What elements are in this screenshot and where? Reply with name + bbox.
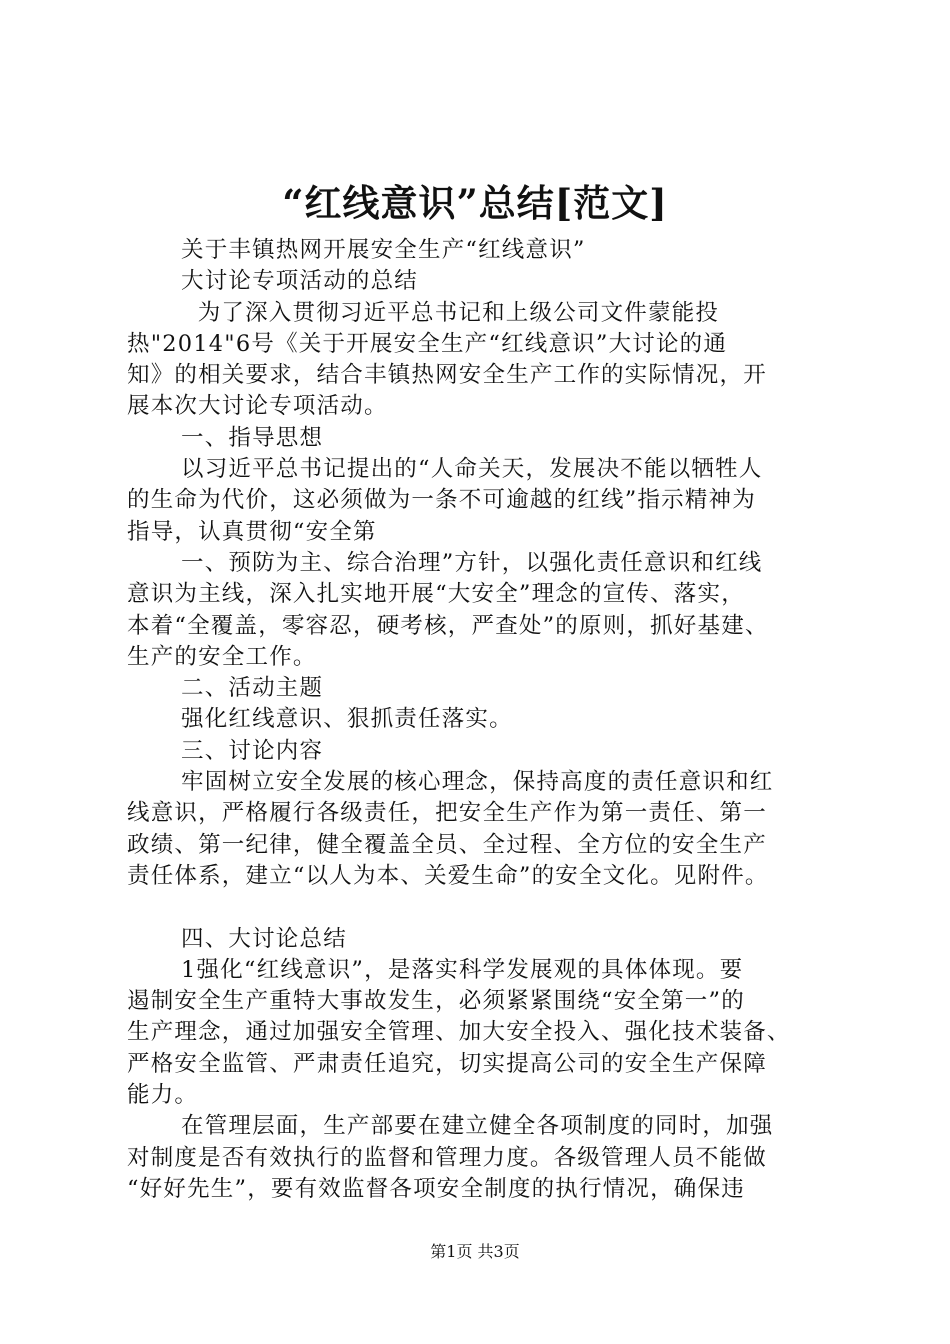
text-line: 的生命为代价，这必须做为一条不可逾越的红线”指示精神为 bbox=[127, 487, 756, 514]
text-line: 一、指导思想 bbox=[181, 424, 324, 451]
page-title: “红线意识”总结[范文] bbox=[282, 181, 668, 225]
text-line: 遏制安全生产重特大事故发生，必须紧紧围绕“安全第一”的 bbox=[127, 988, 745, 1015]
text-line: 1强化“红线意识”，是落实科学发展观的具体体现。要 bbox=[181, 956, 744, 983]
page-footer: 第1页 共3页 bbox=[430, 1242, 520, 1261]
text-line: 三、讨论内容 bbox=[181, 737, 324, 764]
text-line: “好好先生”，要有效监督各项安全制度的执行情况，确保违 bbox=[127, 1175, 745, 1202]
text-line: 大讨论专项活动的总结 bbox=[181, 268, 419, 295]
document-body bbox=[127, 235, 847, 1205]
text-line: 生产理念，通过加强安全管理、加大安全投入、强化技术装备、 bbox=[127, 1019, 791, 1046]
text-line: 强化红线意识、狠抓责任落实。 bbox=[181, 706, 513, 733]
blank-line bbox=[127, 892, 847, 923]
text-line: 展本次大讨论专项活动。 bbox=[127, 393, 388, 420]
text-line: 政绩、第一纪律，健全覆盖全员、全过程、全方位的安全生产 bbox=[127, 831, 767, 858]
text-line: 指导，认真贯彻“安全第 bbox=[127, 518, 377, 545]
text-line: 牢固树立安全发展的核心理念，保持高度的责任意识和红 bbox=[181, 769, 774, 796]
text-line: 热"2014"6号《关于开展安全生产“红线意识”大讨论的通 bbox=[127, 330, 728, 357]
text-line: 能力。 bbox=[127, 1082, 199, 1109]
text-line: 本着“全覆盖，零容忍，硬考核，严查处”的原则，抓好基建、 bbox=[127, 612, 769, 639]
text-line: 线意识，严格履行各级责任，把安全生产作为第一责任、第一 bbox=[127, 800, 767, 827]
text-line: 关于丰镇热网开展安全生产“红线意识” bbox=[181, 237, 586, 263]
text-line: 知》的相关要求，结合丰镇热网安全生产工作的实际情况，开 bbox=[127, 362, 767, 389]
text-line: 生产的安全工作。 bbox=[127, 643, 317, 670]
text-line: 一、预防为主、综合治理”方针，以强化责任意识和红线 bbox=[181, 549, 763, 576]
text-line: 在管理层面，生产部要在建立健全各项制度的同时，加强 bbox=[181, 1113, 774, 1140]
text-line: 以习近平总书记提出的“人命关天，发展决不能以牺牲人 bbox=[181, 456, 763, 483]
text-line: 意识为主线，深入扎实地开展“大安全”理念的宣传、落实， bbox=[127, 581, 745, 608]
text-line: 严格安全监管、严肃责任追究，切实提高公司的安全生产保障 bbox=[127, 1050, 767, 1077]
text-line: 二、活动主题 bbox=[181, 675, 324, 702]
text-line: 为了深入贯彻习近平总书记和上级公司文件蒙能投 bbox=[181, 299, 720, 326]
text-line: 四、大讨论总结 bbox=[181, 925, 347, 952]
text-line: 对制度是否有效执行的监督和管理力度。各级管理人员不能做 bbox=[127, 1144, 767, 1171]
text-line: 责任体系，建立“以人为本、关爱生命”的安全文化。见附件。 bbox=[127, 862, 769, 889]
